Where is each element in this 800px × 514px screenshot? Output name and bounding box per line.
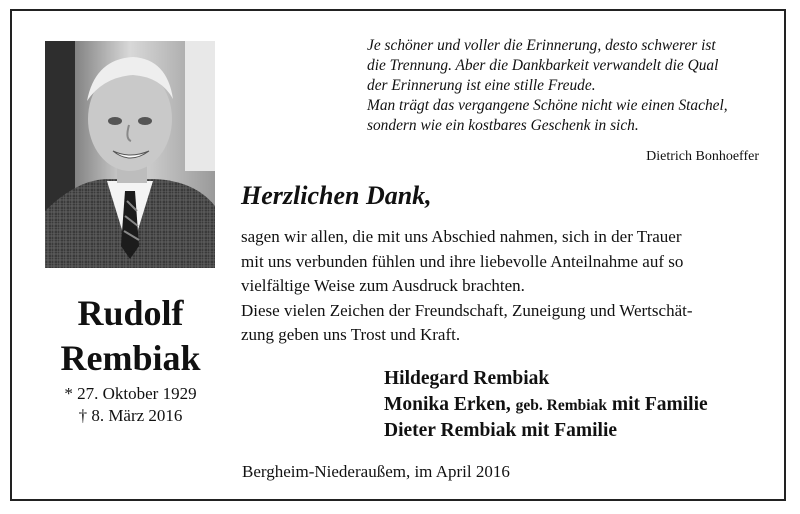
- signer-hildegard: Hildegard Rembiak: [384, 368, 550, 389]
- signer-monika-nee: geb. Rembiak: [515, 396, 607, 414]
- signer-monika-name: Monika Erken,: [384, 393, 511, 415]
- signers-block: [384, 366, 708, 444]
- quote-line: Man trägt das vergangene Schöne nicht wie einen Stachel,: [367, 97, 728, 114]
- death-date: † 8. März 2016: [78, 406, 183, 425]
- quote-line: der Erinnerung ist eine stille Freude.: [367, 77, 596, 94]
- signer-monika-suffix: mit Familie: [611, 393, 708, 415]
- bonhoeffer-quote: [367, 36, 767, 136]
- body-line: zung geben uns Trost und Kraft.: [241, 325, 461, 344]
- place-and-date: Bergheim-Niederaußem, im April 2016: [242, 462, 510, 481]
- deceased-last-name: Rembiak: [60, 338, 201, 378]
- body-line: Diese vielen Zeichen der Freundschaft, Zuneigung und Wertschät-: [241, 300, 693, 320]
- body-line: vielfältige Weise zum Ausdruck brachten.: [241, 276, 525, 295]
- body-line: sagen wir allen, die mit uns Abschied nahmen, sich in der Trauer: [241, 227, 682, 246]
- signer-dieter: Dieter Rembiak mit Familie: [384, 420, 618, 441]
- quote-line: die Trennung. Aber die Dankbarkeit verwandelt die Qual: [367, 57, 719, 74]
- quote-author: Dietrich Bonhoeffer: [646, 149, 759, 164]
- signer-monika: [384, 392, 708, 419]
- body-line: mit uns verbunden fühlen und ihre liebevolle Anteilnahme auf so: [241, 251, 684, 271]
- deceased-first-name: Rudolf: [77, 293, 184, 333]
- quote-line: Je schöner und voller die Erinnerung, desto schwerer ist: [367, 37, 716, 54]
- thanks-body: [241, 225, 761, 348]
- portrait-photo: [45, 41, 215, 268]
- quote-line: sondern wie ein kostbares Geschenk in sich.: [367, 117, 639, 134]
- birth-date: * 27. Oktober 1929: [64, 384, 197, 403]
- thanks-heading: Herzlichen Dank,: [241, 181, 432, 210]
